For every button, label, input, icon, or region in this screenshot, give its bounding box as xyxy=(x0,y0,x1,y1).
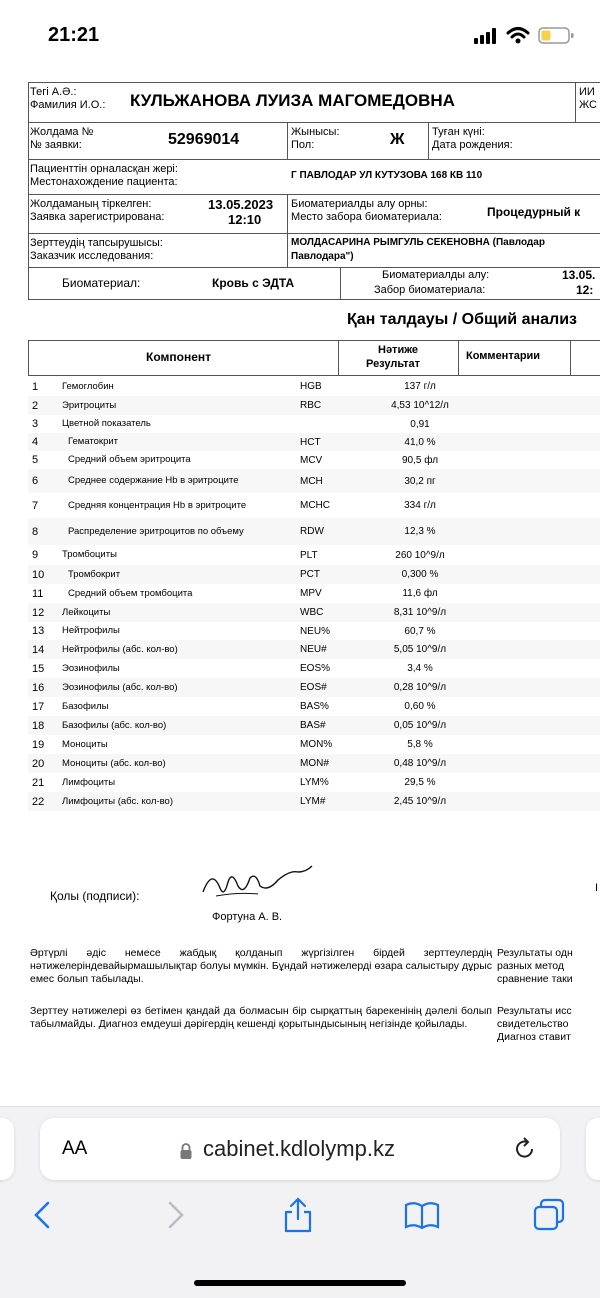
bio-take-time: 12: xyxy=(576,283,594,297)
location-value: Г ПАВЛОДАР УЛ КУТУЗОВА 168 КВ 110 xyxy=(291,170,483,181)
table-row xyxy=(28,773,600,792)
row-number: 14 xyxy=(32,643,45,656)
birth-label-ru: Дата рождения: xyxy=(432,139,513,151)
row-code: WBC xyxy=(300,607,324,618)
bio-place-label-kz: Биоматериалды алу орны: xyxy=(291,198,428,210)
column-header-result-kz: Нәтиже xyxy=(378,344,418,356)
table-row xyxy=(28,518,600,545)
row-result: 0,28 10^9/л xyxy=(393,682,447,693)
row-result: 29,5 % xyxy=(404,777,436,788)
table-row xyxy=(28,792,600,811)
row-result: 90,5 фл xyxy=(401,454,439,466)
row-code: RBC xyxy=(300,400,322,411)
row-result: 41,0 % xyxy=(404,436,436,448)
row-component-name: Лимфоциты (абс. кол-во) xyxy=(62,795,173,807)
iin-label-1: ИИ xyxy=(579,86,595,98)
row-number: 8 xyxy=(32,525,39,538)
back-icon[interactable] xyxy=(24,1195,64,1235)
row-code: BAS% xyxy=(300,701,329,712)
registered-time: 12:10 xyxy=(228,212,262,227)
customer-label-kz: Зерттеудің тапсырушысы: xyxy=(30,237,163,249)
note-kz-2: Зерттеу нәтижелері өз бетімен қандай да болмасын бір сырқаттың барекенінің дәлелі болып табылмайды. Диагноз емдеушi дәрiгердiң кешенді қорытындысының негізінде қойылады. xyxy=(30,1005,492,1030)
table-border xyxy=(575,82,576,122)
row-number: 2 xyxy=(32,399,39,412)
table-row xyxy=(28,659,600,678)
row-number: 7 xyxy=(32,499,39,512)
row-code: EOS% xyxy=(300,663,331,674)
table-row xyxy=(28,469,600,493)
row-result: 0,300 % xyxy=(401,569,439,580)
row-result: 137 г/л xyxy=(404,381,436,392)
table-border xyxy=(570,340,571,375)
table-row xyxy=(28,678,600,697)
row-number: 19 xyxy=(32,738,45,751)
request-label-kz: Жолдама № xyxy=(30,126,94,138)
bookmarks-icon[interactable] xyxy=(402,1195,442,1235)
row-component-name: Базофилы xyxy=(62,700,109,712)
signature-label: Қолы (подписи): xyxy=(50,889,140,903)
biomaterial-label: Биоматериал: xyxy=(62,276,141,290)
column-header-result-ru: Результат xyxy=(366,358,421,370)
table-border xyxy=(28,82,600,83)
status-bar xyxy=(0,0,600,72)
biomaterial-value: Кровь с ЭДТА xyxy=(212,276,295,290)
tabs-icon[interactable] xyxy=(530,1195,570,1235)
table-border xyxy=(428,122,429,159)
table-row xyxy=(28,622,600,640)
bio-take-label-ru: Забор биоматериала: xyxy=(374,284,486,296)
customer-value-2: Павлодара") xyxy=(291,251,354,262)
home-indicator xyxy=(194,1280,406,1286)
text-size-button[interactable]: AA xyxy=(62,1138,88,1159)
table-border xyxy=(458,340,459,375)
table-border xyxy=(28,159,600,160)
address-bar[interactable] xyxy=(40,1118,560,1180)
row-number: 13 xyxy=(32,625,45,637)
patient-name: КУЛЬЖАНОВА ЛУИЗА МАГОМЕДОВНА xyxy=(130,91,455,110)
status-time: 21:21 xyxy=(48,24,100,46)
row-result: 334 г/л xyxy=(404,500,436,511)
row-result: 30,2 пг xyxy=(404,475,436,487)
surname-label-ru: Фамилия И.О.: xyxy=(30,99,106,111)
table-border xyxy=(287,194,288,267)
table-row xyxy=(28,565,600,584)
row-result: 0,05 10^9/л xyxy=(393,720,447,731)
row-code: HGB xyxy=(300,381,322,392)
column-header-component: Компонент xyxy=(146,350,211,364)
table-row xyxy=(28,415,600,433)
table-row xyxy=(28,545,600,565)
request-label-ru: № заявки: xyxy=(30,139,82,151)
table-row xyxy=(28,754,600,773)
row-code: BAS# xyxy=(300,720,326,731)
row-number: 9 xyxy=(32,549,39,561)
sex-label-kz: Жынысы: xyxy=(291,126,340,138)
signature-image xyxy=(198,862,318,906)
table-border xyxy=(28,299,600,300)
table-row xyxy=(28,735,600,754)
row-component-name: Распределение эритроцитов по объему xyxy=(68,525,244,537)
row-code: LYM% xyxy=(300,777,329,788)
row-result: 5,05 10^9/л xyxy=(393,644,447,655)
row-component-name: Тромбоциты xyxy=(62,549,117,560)
location-label-kz: Пациенттін орналасқан жері: xyxy=(30,163,178,175)
bio-place-label-ru: Место забора биоматериала: xyxy=(291,211,442,223)
row-code: PCT xyxy=(300,569,320,580)
table-border xyxy=(28,194,600,195)
row-code: NEU# xyxy=(300,644,327,655)
row-component-name: Лимфоциты xyxy=(62,776,116,788)
customer-value: МОЛДАСАРИНА РЫМГУЛЬ СЕКЕНОВНА (Павлодар xyxy=(291,237,545,248)
row-code: LYM# xyxy=(300,796,326,807)
row-code: MCHC xyxy=(300,500,330,511)
row-code: MCV xyxy=(300,454,323,466)
lab-report-document: Тегі А.Ә.: Фамилия И.О.: КУЛЬЖАНОВА ЛУИЗА МАГОМЕДОВНА ИИ ЖС Жолдама № № заявки: 52969014 Жынысы: Пол: Ж Туған күні: Дата рождения: Пациенттін орналасқан жері: Местонахождение пациента: Г ПАВЛОДАР УЛ КУТУЗОВА 168 КВ 110 Жолдаманың тіркелген: Заявка зарегистрирована: 13.05.2023 12:10 Биоматериалды алу орны: Место забора биоматериала: Процедурный к Зерттеудің тапсырушысы: Заказчик исследования: МОЛДАСАРИНА РЫМГУЛЬ СЕКЕНОВНА (Павлодар Павлодара") Биоматериал: Кровь с ЭДТА Биоматериалды алу: Забор биоматериала: 13.05. 12: Қан талдауы / Общий анализ Компонент Нәтиже Результат Комментарии 1 Гемоглобин HGB 137 г/л 2 Эритроциты RBC 4,53 10^12/л 3 Цветной показатель 0,91 4 Гематокрит HCT 41,0 % 5 Средний объем эритроцита MCV 90,5 фл 6 Среднее содержание Hb в эритроците MCH 30,2 пг 7 Средняя концентрация Hb в эритроците MCHC 334 г/л 8 Распределение эритроцитов по объему RDW 12,3 % 9 Тромбоциты PLT 260 10^9/л 10 Тромбокрит PCT 0,300 % 11 Средний объем тромбоцита MPV 11,6 фл 12 Лейкоциты WBC 8,31 10^9/л 13 Нейтрофилы NEU% 60,7 % 14 Нейтрофилы (абс. кол-во) NEU# 5,05 10^9/л 15 Эозинофилы EOS% 3,4 % 16 Эозинофилы (абс. кол-во) EOS# 0,28 10^9/л 17 Базофилы BAS% 0,60 % 18 Базофилы (абс. кол-во) BAS# 0,05 10^9/л 19 Моноциты MON% 5,8 % 20 Моноциты (абс. кол-во) MON# 0,48 10^9/л 21 Лимфоциты LYM% 29,5 % 22 Лимфоциты (абс. кол-во) LYM# 2,45 10^9/л Қолы (подписи): Фортуна А. В. I Әртүрлі әдіс немесе жабдық қолданып жүргізілген бірдей зерттеулердің нәтижелеріндевайырмашылықтар болуы мүмкін. Бұндай нәтижелерді өзара салыстыру дұрыс емес болып табылады. Зерттеу нәтижелері өз бетімен қандай да болмасын бір сырқаттың барекенінің дәлелі болып табылмайды. Диагноз емдеушi дәрiгердiң кешенді қорытындысының негізінде қойылады. Результаты одн разных метод сравнение таки Результаты исс свидетельство Диагноз ставит xyxy=(0,72,600,1112)
row-component-name: Гемоглобин xyxy=(62,380,114,392)
row-number: 5 xyxy=(32,454,39,466)
next-tab-peek[interactable] xyxy=(586,1118,600,1180)
row-number: 16 xyxy=(32,681,45,694)
row-component-name: Базофилы (абс. кол-во) xyxy=(62,719,167,731)
row-code: NEU% xyxy=(300,625,331,637)
row-number: 10 xyxy=(32,568,45,581)
row-component-name: Средний объем эритроцита xyxy=(68,454,191,465)
row-result: 5,8 % xyxy=(407,739,433,750)
row-result: 0,60 % xyxy=(404,701,436,712)
row-component-name: Тромбокрит xyxy=(68,568,121,580)
row-number: 18 xyxy=(32,719,45,732)
row-component-name: Нейтрофилы xyxy=(62,625,120,636)
row-component-name: Эритроциты xyxy=(62,399,117,411)
lock-icon xyxy=(179,1142,193,1160)
customer-label-ru: Заказчик исследования: xyxy=(30,250,154,262)
surname-label-kz: Тегі А.Ә.: xyxy=(30,86,77,98)
table-border xyxy=(28,267,600,268)
row-component-name: Моноциты xyxy=(62,738,108,750)
table-border xyxy=(287,122,288,159)
table-border xyxy=(28,233,600,234)
row-number: 22 xyxy=(32,795,45,808)
registered-label-ru: Заявка зарегистрирована: xyxy=(30,211,165,223)
registered-label-kz: Жолдаманың тіркелген: xyxy=(30,198,152,210)
row-number: 17 xyxy=(32,700,45,713)
row-code: MON# xyxy=(300,758,329,769)
row-code: EOS# xyxy=(300,682,327,693)
forward-icon[interactable] xyxy=(154,1195,194,1235)
row-code: MCH xyxy=(300,475,323,487)
signature-name: Фортуна А. В. xyxy=(212,911,283,923)
table-row xyxy=(28,493,600,518)
wifi-icon xyxy=(506,26,530,44)
row-number: 20 xyxy=(32,757,45,770)
row-result: 260 10^9/л xyxy=(395,549,445,561)
signal-icon xyxy=(474,28,498,44)
table-border xyxy=(28,340,600,341)
row-code: MPV xyxy=(300,588,322,599)
url-text[interactable]: cabinet.kdlolymp.kz xyxy=(203,1136,395,1161)
table-row xyxy=(28,433,600,451)
reload-icon[interactable] xyxy=(512,1136,538,1162)
row-component-name: Эозинофилы (абс. кол-во) xyxy=(62,681,178,693)
table-row xyxy=(28,640,600,659)
row-component-name: Эозинофилы xyxy=(62,662,120,674)
row-number: 1 xyxy=(32,380,39,393)
section-title: Қан талдауы / Общий анализ xyxy=(347,311,577,328)
bio-take-date: 13.05. xyxy=(562,268,596,282)
row-component-name: Моноциты (абс. кол-во) xyxy=(62,757,166,769)
table-border xyxy=(28,340,29,375)
row-component-name: Нейтрофилы (абс. кол-во) xyxy=(62,643,178,655)
iin-label-2: ЖС xyxy=(579,99,597,111)
table-border xyxy=(28,82,29,299)
row-number: 15 xyxy=(32,662,45,675)
battery-icon xyxy=(538,26,576,46)
registered-date: 13.05.2023 xyxy=(208,197,274,212)
share-icon[interactable] xyxy=(278,1195,318,1235)
table-row xyxy=(28,603,600,622)
row-component-name: Лейкоциты xyxy=(62,606,111,618)
row-component-name: Среднее содержание Hb в эритроците xyxy=(68,475,239,486)
row-number: 3 xyxy=(32,418,39,430)
location-label-ru: Местонахождение пациента: xyxy=(30,176,178,188)
row-component-name: Гематокрит xyxy=(68,436,119,447)
row-result: 0,48 10^9/л xyxy=(393,758,447,769)
sex-label-ru: Пол: xyxy=(291,139,315,151)
sex-value: Ж xyxy=(390,131,405,148)
note-ru-1: Результаты одн разных метод сравнение таки xyxy=(497,947,573,985)
row-component-name: Средняя концентрация Hb в эритроците xyxy=(68,499,247,511)
table-row xyxy=(28,697,600,716)
row-result: 11,6 фл xyxy=(402,588,438,599)
table-row xyxy=(28,584,600,603)
row-number: 6 xyxy=(32,475,39,487)
table-row xyxy=(28,377,600,396)
row-result: 0,91 xyxy=(410,418,430,430)
table-row xyxy=(28,451,600,469)
row-result: 3,4 % xyxy=(407,663,433,674)
row-component-name: Цветной показатель xyxy=(62,418,151,429)
row-number: 11 xyxy=(32,587,44,600)
birth-label-kz: Туған күні: xyxy=(432,126,485,138)
row-component-name: Средний объем тромбоцита xyxy=(68,587,193,599)
row-code: HCT xyxy=(300,436,321,448)
table-border xyxy=(338,340,339,375)
column-header-comments: Комментарии xyxy=(466,350,541,362)
bio-place-value: Процедурный к xyxy=(487,205,581,219)
row-result: 12,3 % xyxy=(404,526,436,537)
table-border xyxy=(28,375,600,376)
row-result: 8,31 10^9/л xyxy=(393,607,447,618)
table-row xyxy=(28,716,600,735)
row-number: 12 xyxy=(32,606,45,619)
row-code: RDW xyxy=(300,526,324,537)
request-number: 52969014 xyxy=(168,131,240,148)
row-code: PLT xyxy=(300,549,318,561)
note-kz-1: Әртүрлі әдіс немесе жабдық қолданып жүргізілген бірдей зерттеулердің нәтижелеріндевайырмашылықтар болуы мүмкін. Бұндай нәтижелерді өзара салыстыру дұрыс емес болып табылады. xyxy=(30,947,492,985)
row-result: 60,7 % xyxy=(404,625,436,637)
table-row xyxy=(28,396,600,415)
table-border xyxy=(340,267,341,299)
table-border xyxy=(28,122,600,123)
row-number: 21 xyxy=(32,776,45,789)
row-result: 2,45 10^9/л xyxy=(393,796,447,807)
note-ru-2: Результаты исс свидетельство Диагноз ставит xyxy=(497,1005,572,1043)
row-code: MON% xyxy=(300,739,333,750)
row-result: 4,53 10^12/л xyxy=(391,400,449,411)
bio-take-label-kz: Биоматериалды алу: xyxy=(382,269,490,281)
previous-tab-peek[interactable] xyxy=(0,1118,14,1180)
row-number: 4 xyxy=(32,436,39,448)
